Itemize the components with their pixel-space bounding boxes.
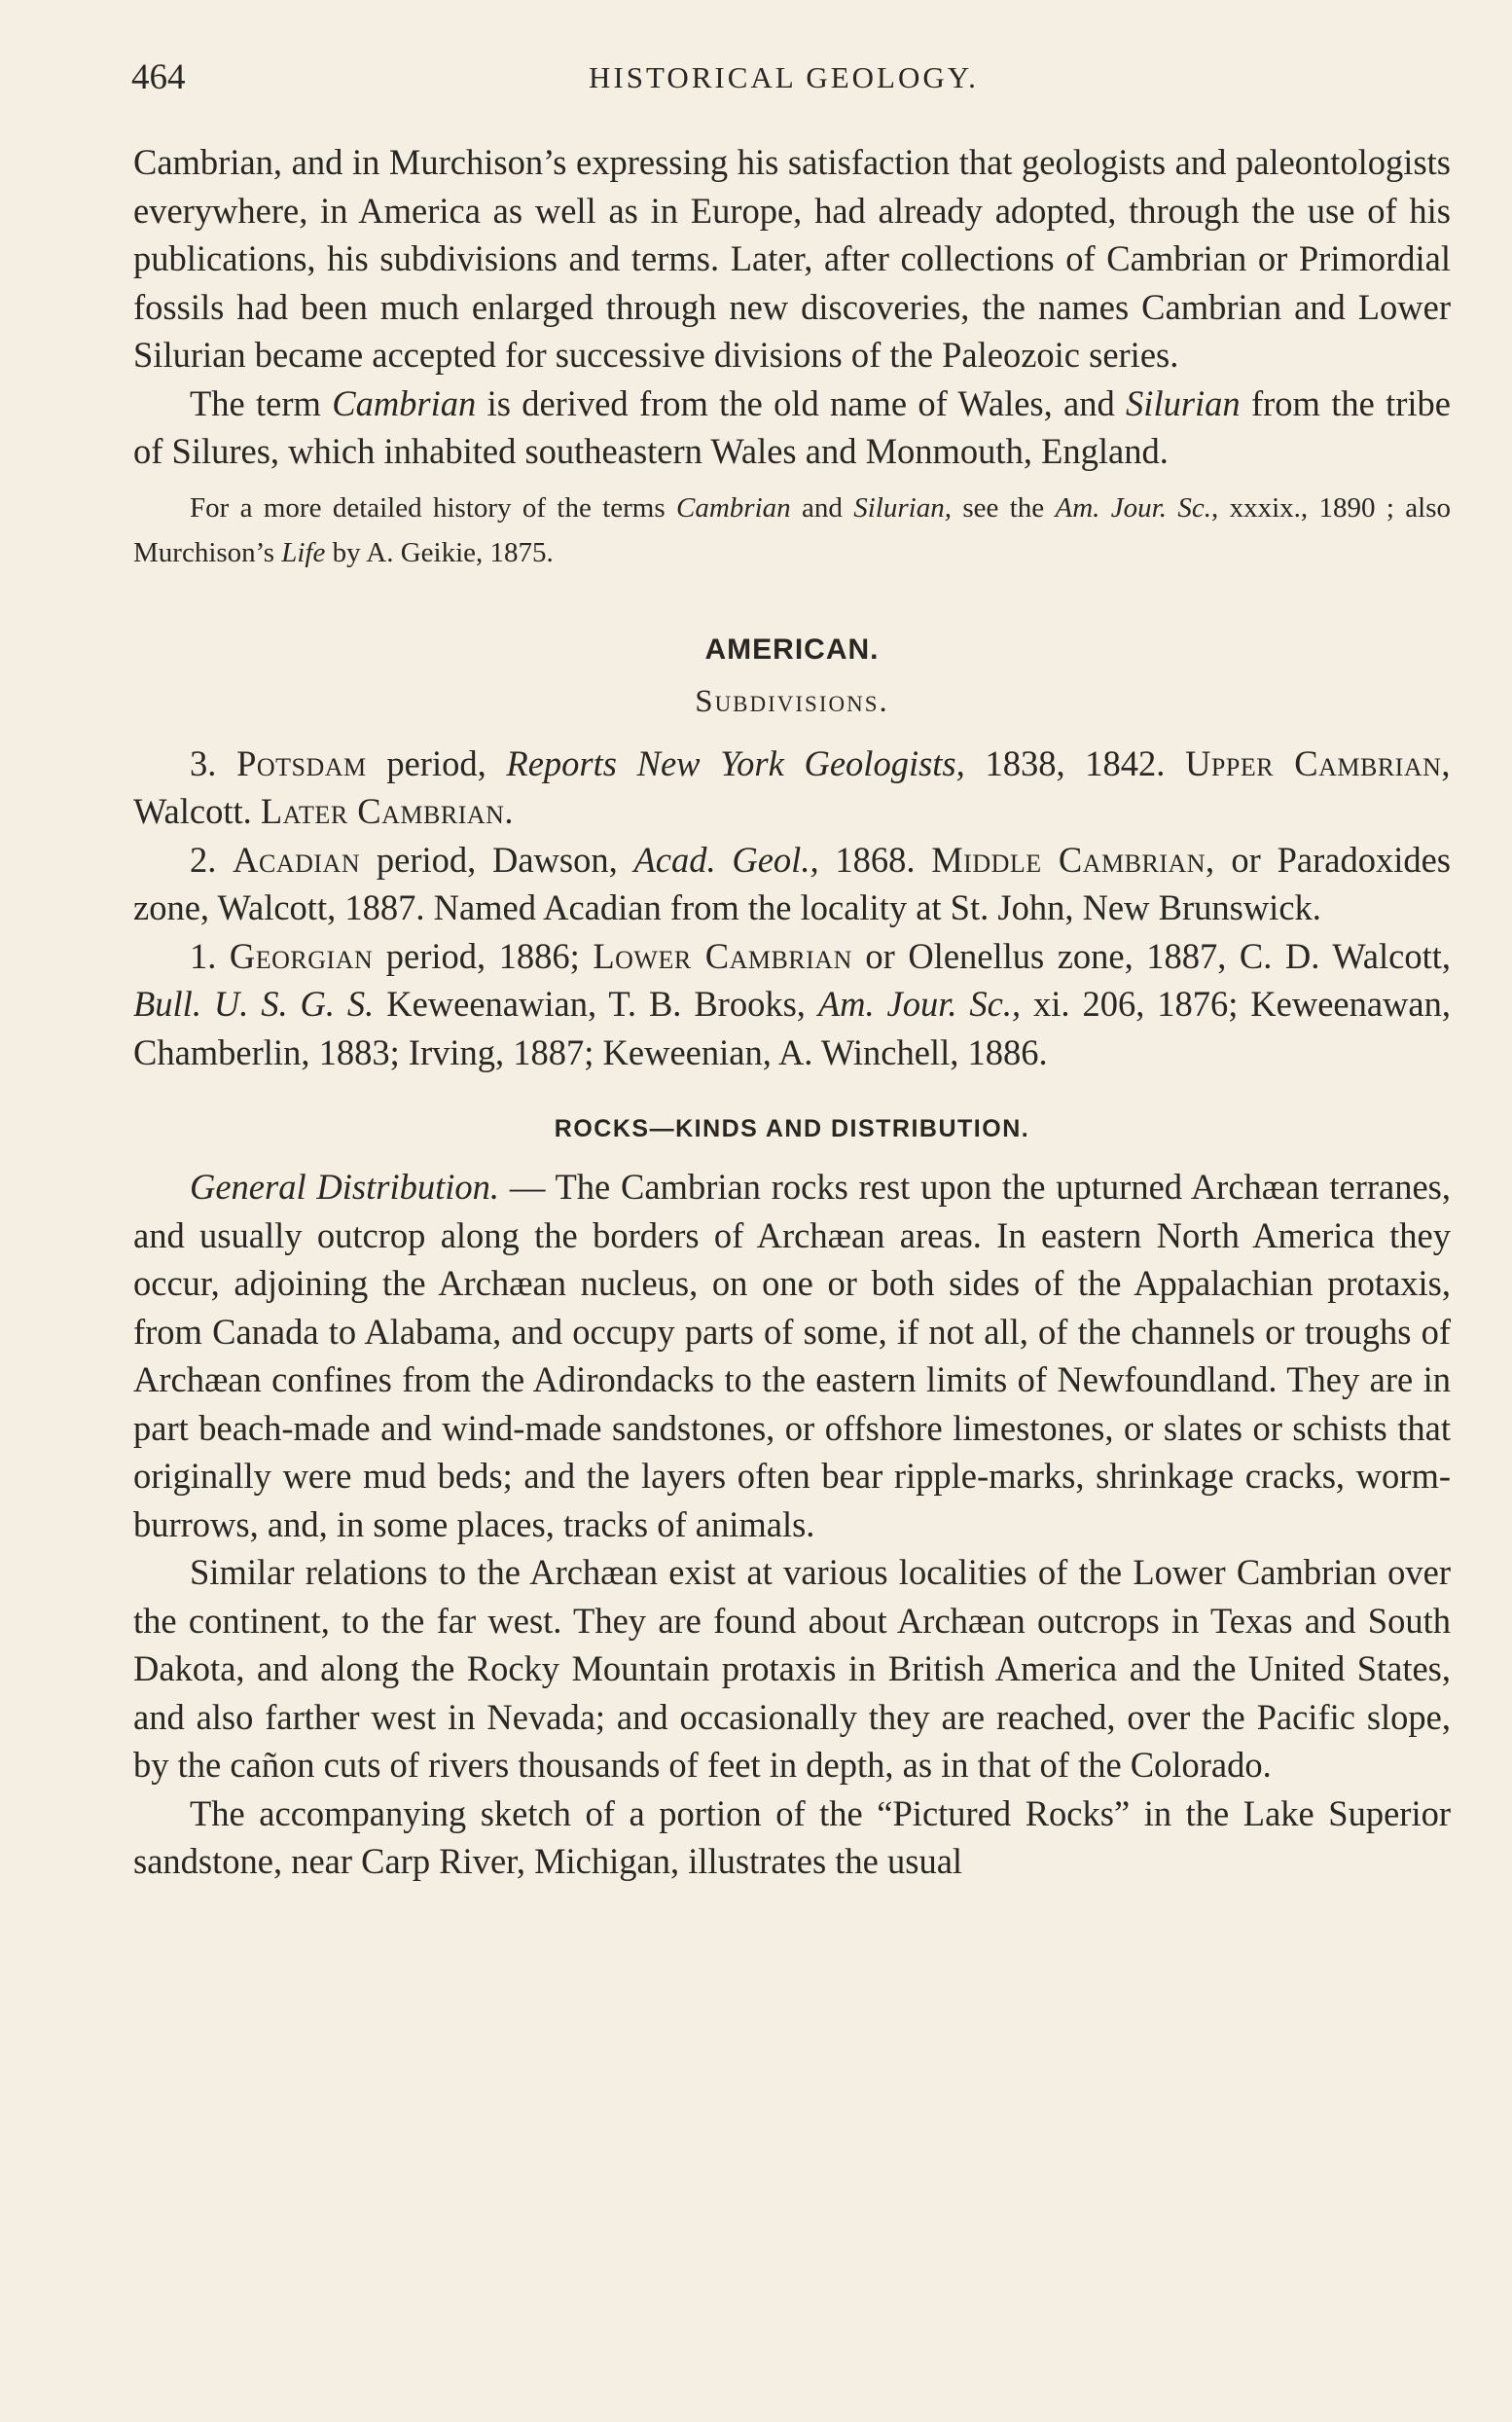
lower-cambrian: Lower Cambrian [593,935,852,976]
running-head [131,56,1455,105]
terms-text-1: The term [190,382,333,423]
potsdam-text-1: period, [366,742,507,783]
footnote [133,486,1451,575]
american-heading: AMERICAN. [704,633,880,666]
footnote-text-5: by A. Geikie, 1875. [325,536,554,568]
term-cambrian: Cambrian [332,382,477,423]
potsdam-num: 3. [190,742,237,783]
middle-cambrian: Middle Cambrian, [931,839,1215,880]
georgian-reference-2: Am. Jour. Sc., [817,984,1022,1024]
footnote-cambrian: Cambrian [676,491,791,524]
similar-relations-paragraph: Similar relations to the Archæan exist at various localities of the Lower Cambrian over the continent, to the far west. They are found about Archæan outcrops in Texas and South Dakota, and along the Rocky Mountain protaxis in British America and the United States, and also farther west in Nevada; and occasionally they are reached, over the Pacific slope, by the cañon cuts of rivers thousands of feet in depth, as in that of the Colorado. [133,1552,1451,1785]
potsdam-reference: Reports New York Geologists, [506,742,965,783]
terms-text-3: from the tribe of Silures, which inhabited southeastern Wales and Monmouth, England. [133,382,1451,471]
georgian-text-2: or Olenellus zone, 1887, C. D. Walcott, [851,935,1451,976]
footnote-text-4: , xxxix., 1890 ; also Murchison’s [133,491,1451,568]
subdivision-georgian [133,932,1451,1077]
acadian-num: 2. [190,839,234,880]
general-distribution-paragraph [133,1163,1451,1548]
footnote-silurian: Silurian, [853,491,952,524]
footnote-text-2: and [790,491,854,524]
subdivisions-heading: Subdivisions. [695,683,889,719]
georgian-name: Georgian [229,935,374,976]
footnote-journal: Am. Jour. Sc. [1055,491,1211,524]
potsdam-text-2: 1838, 1842. [964,742,1186,783]
acadian-reference: Acad. Geol., [633,839,819,880]
rocks-heading: ROCKS—KINDS AND DISTRIBUTION. [554,1115,1030,1142]
potsdam-text-3: Walcott. [133,791,261,831]
acadian-name: Acadian [233,839,361,880]
potsdam-name: Potsdam [236,742,367,783]
georgian-text-4: xi. 206, 1876; Keweenawan, Chamberlin, 1883; Irving, 1887; Keweenian, A. Winchell, 1886. [133,984,1451,1072]
georgian-text-1: period, 1886; [373,935,594,976]
acadian-text-2: 1868. [818,839,932,880]
georgian-num: 1. [190,935,230,976]
upper-cambrian: Upper Cambrian, [1185,742,1452,783]
intro-paragraph: Cambrian, and in Murchison’s expressing his satisfaction that geologists and paleontologists everywhere, in America as well as in Europe, had already adopted, through the use of his publications, his subdivisions and terms. Later, after collections of Cambrian or Primordial fossils had been much enlarged through new discoveries, the names Cambrian and Lower Silurian became accepted for successive divisions of the Paleozoic series. [133,142,1451,375]
acadian-text-3: or Paradoxides zone, Walcott, 1887. Named Acadian from the locality at St. John, New Brunswick. [133,839,1451,927]
subdivision-potsdam [133,740,1451,836]
body-text [133,138,1451,1886]
georgian-text-3: Keweenawian, T. B. Brooks, [374,984,818,1024]
georgian-reference: Bull. U. S. G. S. [133,984,375,1024]
term-silurian: Silurian [1126,382,1241,423]
footnote-life: Life [281,536,326,568]
acadian-text-1: period, Dawson, [360,839,634,880]
pictured-rocks-paragraph: The accompanying sketch of a portion of the “Pictured Rocks” in the Lake Superior sandstone, near Carp River, Michigan, illustrates the usual [133,1792,1451,1881]
subdivision-acadian [133,836,1451,932]
general-distribution-text: — The Cambrian rocks rest upon the upturned Archæan terranes, and usually outcrop along the borders of Archæan areas. In eastern North America they occur, adjoining the Archæan nucleus, on one or both sides of the Appalachian protaxis, from Canada to Alabama, and occupy parts of some, if not all, of the channels or troughs of Archæan confines from the Adirondacks to the eastern limits of Newfoundland. They are in part beach-made and wind-made sandstones, or offshore limestones, or slates or schists that originally were mud beds; and the layers often bear ripple-marks, shrinkage cracks, worm-burrows, and, in some places, tracks of animals. [133,1167,1452,1544]
page-number: 464 [131,57,186,97]
running-title: HISTORICAL GEOLOGY. [589,60,979,94]
terms-text-2: is derived from the old name of Wales, and [476,382,1127,423]
general-distribution-label: General Distribution. [190,1167,500,1207]
footnote-text-1: For a more detailed history of the terms [190,491,676,524]
later-cambrian: Later Cambrian. [260,791,515,831]
footnote-text-3: see the [951,491,1056,524]
terms-paragraph [133,380,1451,476]
